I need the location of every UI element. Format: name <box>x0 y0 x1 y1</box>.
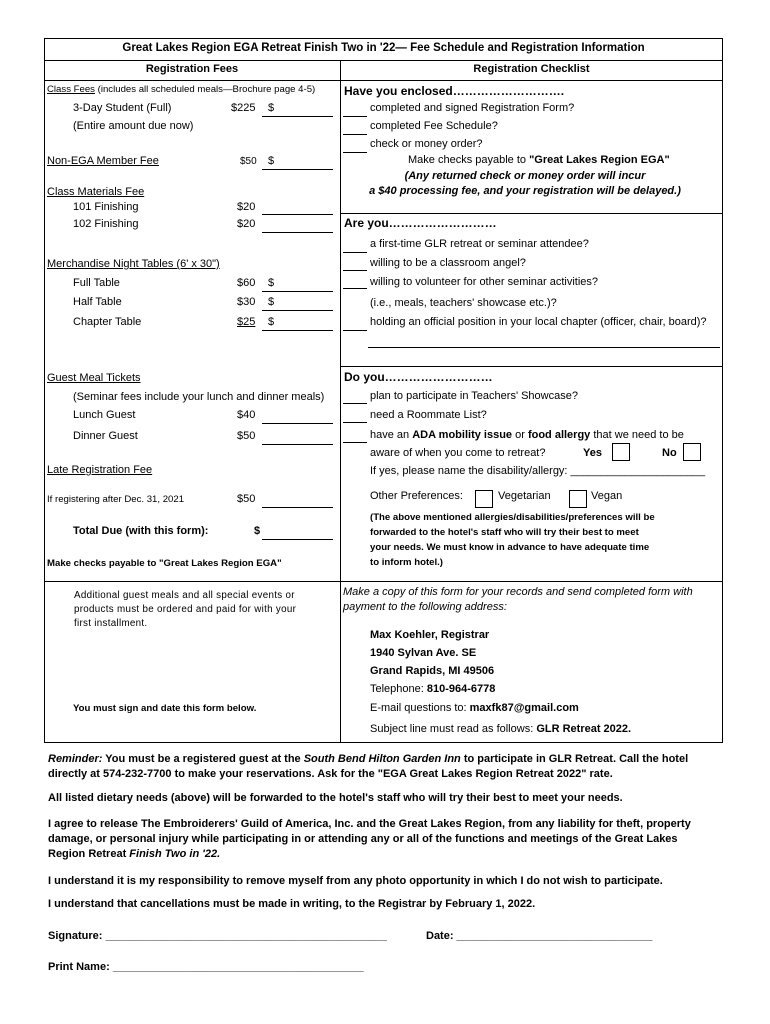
ada-no-label: No <box>662 447 677 459</box>
section-divider-3 <box>44 581 723 582</box>
ada-prefix: have an <box>370 429 413 441</box>
student-label: 3-Day Student (Full) <box>73 102 172 114</box>
returned-check-warning-2: a $40 processing fee, and your registration will be delayed.) <box>369 185 681 197</box>
official-position-field[interactable] <box>368 347 720 348</box>
ada-mobility: ADA mobility issue <box>412 429 513 441</box>
half-table-label: Half Table <box>73 296 122 308</box>
vegan-checkbox[interactable] <box>569 490 587 508</box>
material-102-price: $20 <box>237 218 256 230</box>
chapter-table-dollar: $ <box>268 316 275 328</box>
right-section-divider-2 <box>340 366 723 367</box>
left-payable-note: Make checks payable to "Great Lakes Region EGA" <box>47 558 282 569</box>
do-you-ada-line <box>370 429 684 441</box>
half-table-price: $30 <box>237 296 256 308</box>
lunch-guest-price: $40 <box>237 409 256 421</box>
print-name-field[interactable]: Print Name: _________________________________________ <box>48 961 364 973</box>
are-you-volunteer-examples: (i.e., meals, teachers' showcase etc.)? <box>370 297 557 309</box>
release-3a: Region Retreat <box>48 848 130 860</box>
reminder-text-a: You must be a registered guest at the <box>102 753 304 765</box>
subject-text: GLR Retreat 2022. <box>536 723 632 735</box>
vegan-label: Vegan <box>591 490 623 502</box>
are-you-label: Are you……………………… <box>344 216 497 230</box>
material-102-field[interactable] <box>262 232 333 233</box>
checkbox-line-official[interactable] <box>343 330 367 331</box>
reminder-text-b: to participate in GLR Retreat. Call the hotel <box>460 753 689 765</box>
header-row-divider <box>44 80 723 81</box>
full-table-price: $60 <box>237 277 256 289</box>
release-line-2: damage, or personal injury while participating in or attending any or all of the functions and meetings of the Great Lakes <box>48 833 678 845</box>
preferences-note-3: your needs. We must know in advance to have adequate time <box>370 542 650 553</box>
full-table-label: Full Table <box>73 277 120 289</box>
class-fees-note: (includes all scheduled meals—Brochure page 4-5) <box>94 84 316 95</box>
preferences-note-2: forwarded to the hotel's staff who will try their best to meet <box>370 527 639 538</box>
checkbox-line-ada[interactable] <box>343 442 367 443</box>
phone-label: Telephone: <box>370 683 427 695</box>
dinner-guest-label: Dinner Guest <box>73 430 138 442</box>
checkbox-line-form[interactable] <box>343 116 367 117</box>
right-payable-line <box>408 154 670 166</box>
checkbox-line-roommate[interactable] <box>343 422 367 423</box>
half-table-dollar: $ <box>268 296 275 308</box>
enclosed-item-fee: completed Fee Schedule? <box>370 120 498 132</box>
right-payable-prefix: Make checks payable to <box>408 154 530 166</box>
preferences-note-4: to inform hotel.) <box>370 557 444 568</box>
ada-aware-text: aware of when you come to retreat? <box>370 447 546 459</box>
form-title: Great Lakes Region EGA Retreat Finish Two in '22— Fee Schedule and Registration Information <box>122 42 645 54</box>
email-label: E-mail questions to: <box>370 702 470 714</box>
student-dollar: $ <box>268 102 275 114</box>
ada-suffix: that we need to be <box>590 429 684 441</box>
additional-note-line-2: products must be ordered and paid for with your <box>74 604 297 615</box>
material-101-label: 101 Finishing <box>73 201 139 213</box>
checkbox-line-first-time[interactable] <box>343 252 367 253</box>
are-you-angel: willing to be a classroom angel? <box>370 257 526 269</box>
merch-label: Merchandise Night Tables (6' x 30") <box>47 258 220 270</box>
late-fee-price: $50 <box>237 493 256 505</box>
reminder-label: Reminder: <box>48 753 103 765</box>
checkbox-line-check[interactable] <box>343 152 367 153</box>
guest-meal-note: (Seminar fees include your lunch and dinner meals) <box>73 391 325 403</box>
student-note: (Entire amount due now) <box>73 120 194 132</box>
release-line-1: I agree to release The Embroiderers' Guild of America, Inc. and the Great Lakes Region, from any liability for theft, property <box>48 818 691 830</box>
disability-field-label: If yes, please name the disability/allergy: ______________________ <box>370 465 706 477</box>
release-3b: Finish Two in '22. <box>129 848 221 860</box>
non-ega-amount-field[interactable] <box>262 169 333 170</box>
chapter-table-label: Chapter Table <box>73 316 142 328</box>
registrar-phone: 810-964-6778 <box>426 683 496 695</box>
additional-note-line-3: first installment. <box>74 618 148 629</box>
date-field[interactable]: Date: ________________________________ <box>426 930 653 942</box>
registrar-name: Max Koehler, Registrar <box>370 629 490 641</box>
ada-food-allergy: food allergy <box>527 429 591 441</box>
ada-no-checkbox[interactable] <box>683 443 701 461</box>
returned-check-warning-1: (Any returned check or money order will incur <box>404 170 646 182</box>
reminder-line-2: directly at 574-232-7700 to make your reservations. Ask for the "EGA Great Lakes Region Retreat 2022" rate. <box>48 768 613 780</box>
reminder-line-1 <box>48 753 688 765</box>
registrar-phone-line <box>370 683 495 695</box>
chapter-table-field[interactable] <box>262 330 333 331</box>
total-due-field[interactable] <box>262 539 333 540</box>
release-line-3 <box>48 848 220 860</box>
do-you-label: Do you……………………… <box>344 370 493 384</box>
total-due-label: Total Due (with this form): <box>73 525 209 537</box>
preferences-note-1: (The above mentioned allergies/disabilities/preferences will be <box>370 512 655 523</box>
non-ega-dollar: $ <box>268 155 275 167</box>
right-payable-name: "Great Lakes Region EGA" <box>529 154 670 166</box>
lunch-guest-field[interactable] <box>262 423 333 424</box>
ada-yes-label: Yes <box>583 447 602 459</box>
checkbox-line-showcase[interactable] <box>343 403 367 404</box>
material-102-label: 102 Finishing <box>73 218 139 230</box>
registrar-street: 1940 Sylvan Ave. SE <box>370 647 477 659</box>
cancellation-statement: I understand that cancellations must be made in writing, to the Registrar by February 1, 2022. <box>48 898 536 910</box>
full-table-field[interactable] <box>262 291 333 292</box>
dietary-statement: All listed dietary needs (above) will be forwarded to the hotel's staff who will try their best to meet your needs. <box>48 792 623 804</box>
student-price: $225 <box>231 102 256 114</box>
additional-note-line-1: Additional guest meals and all special events or <box>74 590 295 601</box>
class-fees-label: Class Fees <box>47 84 95 95</box>
checkbox-line-volunteer[interactable] <box>343 288 367 289</box>
table-border-right <box>722 38 723 743</box>
material-101-field[interactable] <box>262 214 333 215</box>
do-you-showcase: plan to participate in Teachers' Showcase? <box>370 390 578 402</box>
table-border-bottom <box>44 742 723 743</box>
right-section-divider-1 <box>340 213 723 214</box>
photo-statement: I understand it is my responsibility to remove myself from any photo opportunity in which I do not wish to participate. <box>48 875 663 887</box>
checkbox-line-fee[interactable] <box>343 134 367 135</box>
other-preferences-label: Other Preferences: <box>370 490 463 502</box>
half-table-field[interactable] <box>262 310 333 311</box>
non-ega-label: Non-EGA Member Fee <box>47 155 159 167</box>
enclosed-item-form: completed and signed Registration Form? <box>370 102 575 114</box>
reminder-hotel: South Bend Hilton Garden Inn <box>303 753 461 765</box>
sign-note: You must sign and date this form below. <box>73 703 257 714</box>
total-due-dollar: $ <box>254 525 261 537</box>
non-ega-price: $50 <box>240 156 257 167</box>
late-fee-condition: If registering after Dec. 31, 2021 <box>47 494 185 505</box>
ada-yes-checkbox[interactable] <box>612 443 630 461</box>
are-you-official: holding an official position in your local chapter (officer, chair, board)? <box>370 316 707 328</box>
registrar-email-line <box>370 702 579 714</box>
guest-meal-label: Guest Meal Tickets <box>47 372 141 384</box>
student-amount-field[interactable] <box>262 116 333 117</box>
mail-intro-2: payment to the following address: <box>343 601 507 613</box>
lunch-guest-label: Lunch Guest <box>73 409 136 421</box>
checkbox-line-angel[interactable] <box>343 270 367 271</box>
full-table-dollar: $ <box>268 277 275 289</box>
registrar-email: maxfk87@gmail.com <box>469 702 579 714</box>
registrar-city: Grand Rapids, MI 49506 <box>370 665 495 677</box>
mail-intro-1: Make a copy of this form for your records and send completed form with <box>343 586 693 598</box>
material-101-price: $20 <box>237 201 256 213</box>
materials-label: Class Materials Fee <box>47 186 145 198</box>
enclosed-label: Have you enclosed………………………. <box>344 84 565 98</box>
are-you-first-time: a first-time GLR retreat or seminar attendee? <box>370 238 589 250</box>
ada-mid: or <box>512 429 528 441</box>
chapter-table-price: $25 <box>237 316 256 328</box>
registration-fees-header: Registration Fees <box>145 63 239 75</box>
subject-label: Subject line must read as follows: <box>370 723 537 735</box>
table-divider-vertical <box>340 60 341 743</box>
do-you-roommate: need a Roommate List? <box>370 409 487 421</box>
title-row-divider <box>44 60 723 61</box>
subject-line <box>370 723 631 735</box>
dinner-guest-field[interactable] <box>262 444 333 445</box>
are-you-volunteer: willing to volunteer for other seminar activities? <box>370 276 599 288</box>
enclosed-item-check: check or money order? <box>370 138 483 150</box>
table-border-left <box>44 38 45 743</box>
late-fee-label: Late Registration Fee <box>47 464 153 476</box>
table-border-top <box>44 38 723 39</box>
class-fees-line <box>47 84 315 95</box>
late-fee-field[interactable] <box>262 507 333 508</box>
registration-checklist-header: Registration Checklist <box>473 63 590 75</box>
dinner-guest-price: $50 <box>237 430 256 442</box>
vegetarian-checkbox[interactable] <box>475 490 493 508</box>
signature-field[interactable]: Signature: ______________________________________________ <box>48 930 387 942</box>
vegetarian-label: Vegetarian <box>498 490 551 502</box>
